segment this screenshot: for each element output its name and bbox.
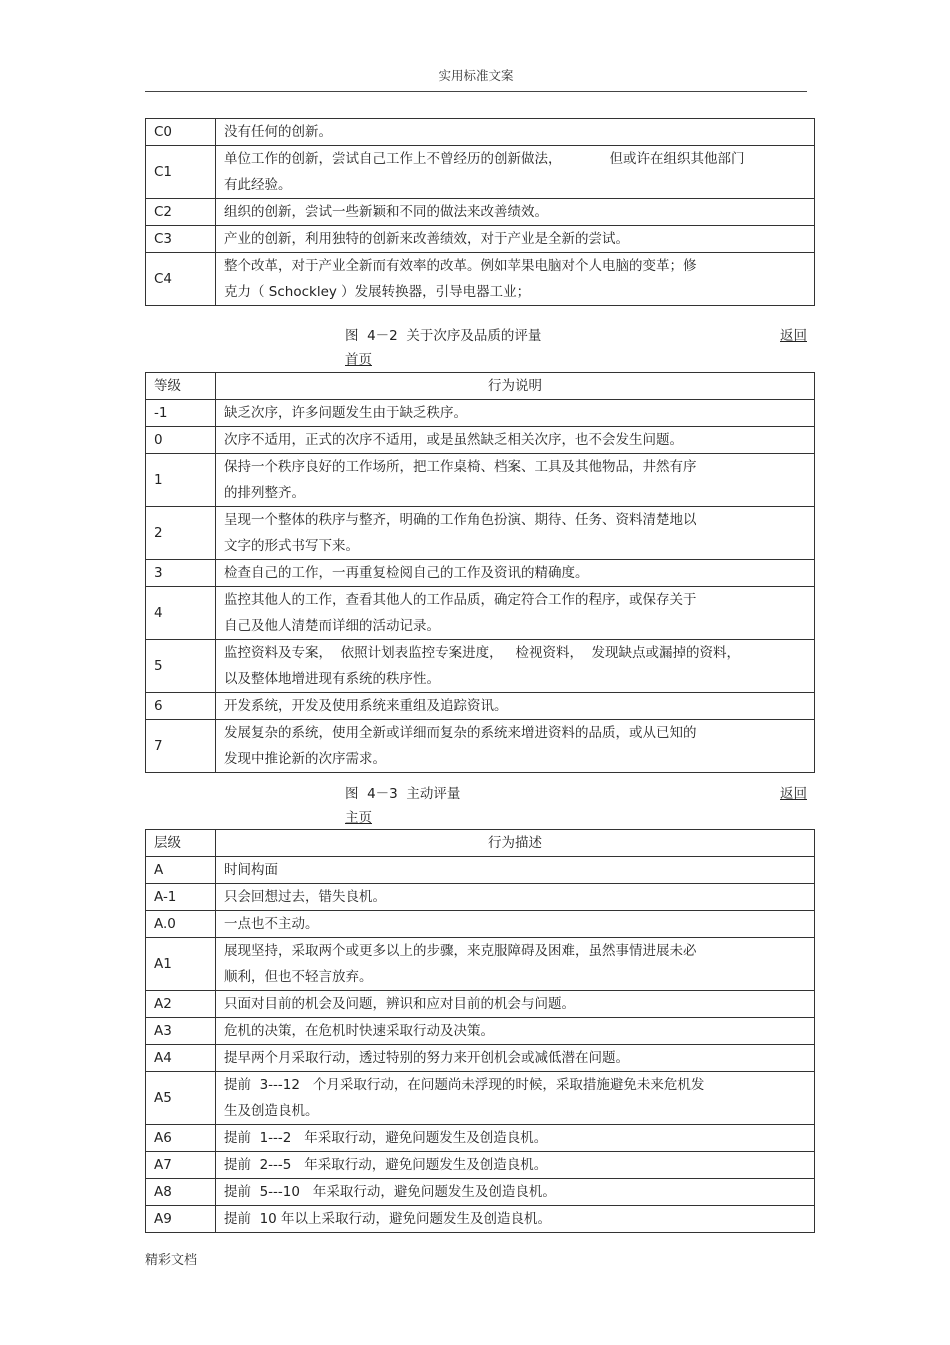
description-line: 缺乏次序，许多问题发生由于缺乏秩序。 bbox=[224, 405, 467, 421]
row-code: A5 bbox=[146, 1072, 216, 1125]
description-line: 只面对目前的机会及问题，辨识和应对目前的机会与问题。 bbox=[224, 996, 575, 1012]
description-line: 一点也不主动。 bbox=[224, 916, 319, 932]
description-line: 提前 5---10 年采取行动，避免问题发生及创造良机。 bbox=[224, 1184, 556, 1200]
table-row bbox=[146, 1206, 815, 1233]
row-code: A6 bbox=[146, 1125, 216, 1152]
description-line: 整个改革，对于产业全新而有效率的改革。例如苹果电脑对个人电脑的变革；修 bbox=[224, 258, 697, 274]
row-code: A3 bbox=[146, 1018, 216, 1045]
table-header-row bbox=[146, 373, 815, 400]
table-row bbox=[146, 911, 815, 938]
description-line: 以及整体地增进现有系统的秩序性。 bbox=[224, 671, 440, 687]
row-description bbox=[216, 119, 815, 146]
row-code: A7 bbox=[146, 1152, 216, 1179]
row-description bbox=[216, 1018, 815, 1045]
header-level: 等级 bbox=[146, 373, 216, 400]
table-row bbox=[146, 119, 815, 146]
table-row bbox=[146, 1179, 815, 1206]
table-row bbox=[146, 1072, 815, 1125]
row-code: C3 bbox=[146, 226, 216, 253]
description-line: 次序不适用，正式的次序不适用，或是虽然缺乏相关次序，也不会发生问题。 bbox=[224, 432, 683, 448]
description-line: 提前 1---2 年采取行动，避免问题发生及创造良机。 bbox=[224, 1130, 548, 1146]
description-line: 只会回想过去，错失良机。 bbox=[224, 889, 386, 905]
header-divider bbox=[145, 91, 807, 92]
table-row bbox=[146, 884, 815, 911]
row-code: 6 bbox=[146, 693, 216, 720]
back-link[interactable]: 返回 bbox=[780, 786, 807, 802]
row-code: A9 bbox=[146, 1206, 216, 1233]
row-description bbox=[216, 1152, 815, 1179]
row-code: C1 bbox=[146, 146, 216, 199]
row-description bbox=[216, 253, 815, 306]
description-line: 呈现一个整体的秩序与整齐，明确的工作角色扮演、期待、任务、资料清楚地以 bbox=[224, 512, 697, 528]
description-line: 有此经验。 bbox=[224, 177, 292, 193]
row-description bbox=[216, 454, 815, 507]
table-row bbox=[146, 507, 815, 560]
row-code: A1 bbox=[146, 938, 216, 991]
row-code: A4 bbox=[146, 1045, 216, 1072]
row-description bbox=[216, 226, 815, 253]
page-header: 实用标准文案 bbox=[438, 68, 514, 83]
row-description bbox=[216, 1179, 815, 1206]
page-footer: 精彩文档 bbox=[145, 1253, 198, 1268]
row-code: 3 bbox=[146, 560, 216, 587]
row-description bbox=[216, 1206, 815, 1233]
description-segment: 单位工作的创新，尝试自己工作上不曾经历的创新做法， bbox=[224, 151, 562, 167]
description-line: 自己及他人清楚而详细的活动记录。 bbox=[224, 618, 440, 634]
header-description: 行为描述 bbox=[216, 830, 815, 857]
table-row bbox=[146, 400, 815, 427]
table-row bbox=[146, 454, 815, 507]
table-row bbox=[146, 199, 815, 226]
description-line: 开发系统，开发及使用系统来重组及追踪资讯。 bbox=[224, 698, 508, 714]
row-description bbox=[216, 911, 815, 938]
row-code: A-1 bbox=[146, 884, 216, 911]
description-line: 时间构面 bbox=[224, 862, 278, 878]
row-description bbox=[216, 587, 815, 640]
description-segment: 但或许在组织其他部门 bbox=[609, 151, 745, 167]
description-line: 保持一个秩序良好的工作场所，把工作桌椅、档案、工具及其他物品，井然有序 bbox=[224, 459, 697, 475]
row-code: A.0 bbox=[146, 911, 216, 938]
table-row bbox=[146, 427, 815, 454]
row-code: 4 bbox=[146, 587, 216, 640]
row-code: 2 bbox=[146, 507, 216, 560]
table-row bbox=[146, 1045, 815, 1072]
description-line: 顺利，但也不轻言放弃。 bbox=[224, 969, 373, 985]
description-line: 监控资料及专案， 依照计划表监控专案进度， 检视资料， 发现缺点或漏掉的资料， bbox=[224, 645, 741, 661]
description-line: 克力（ Schockley ）发展转换器，引导电器工业； bbox=[224, 284, 531, 300]
description-line: 提前 2---5 年采取行动，避免问题发生及创造良机。 bbox=[224, 1157, 548, 1173]
header-description: 行为说明 bbox=[216, 373, 815, 400]
description-line: 检查自己的工作，一再重复检阅自己的工作及资讯的精确度。 bbox=[224, 565, 589, 581]
description-line: 监控其他人的工作，查看其他人的工作品质，确定符合工作的程序，或保存关于 bbox=[224, 592, 697, 608]
table-row bbox=[146, 587, 815, 640]
row-description bbox=[216, 427, 815, 454]
innovation-table bbox=[145, 118, 815, 306]
row-description bbox=[216, 507, 815, 560]
home-link[interactable]: 主页 bbox=[345, 810, 372, 826]
caption-text: 图 4－3 主动评量 bbox=[345, 786, 461, 802]
row-code: A8 bbox=[146, 1179, 216, 1206]
table-row bbox=[146, 1152, 815, 1179]
row-description bbox=[216, 640, 815, 693]
row-code: 5 bbox=[146, 640, 216, 693]
row-description bbox=[216, 560, 815, 587]
caption-text: 图 4－2 关于次序及品质的评量 bbox=[345, 328, 542, 344]
row-description bbox=[216, 693, 815, 720]
row-description bbox=[216, 720, 815, 773]
description-line: 提早两个月采取行动，透过特别的努力来开创机会或减低潜在问题。 bbox=[224, 1050, 629, 1066]
table-row bbox=[146, 560, 815, 587]
description-line: 提前 10 年以上采取行动，避免问题发生及创造良机。 bbox=[224, 1211, 552, 1227]
table-header-row bbox=[146, 830, 815, 857]
table-row bbox=[146, 1018, 815, 1045]
description-line: 产业的创新，利用独特的创新来改善绩效，对于产业是全新的尝试。 bbox=[224, 231, 629, 247]
row-description bbox=[216, 991, 815, 1018]
row-code: A2 bbox=[146, 991, 216, 1018]
table-row bbox=[146, 226, 815, 253]
table-row bbox=[146, 991, 815, 1018]
row-code: 0 bbox=[146, 427, 216, 454]
description-line: 发展复杂的系统，使用全新或详细而复杂的系统来增进资料的品质，或从已知的 bbox=[224, 725, 697, 741]
table-row bbox=[146, 720, 815, 773]
description-line: 没有任何的创新。 bbox=[224, 124, 332, 140]
description-line bbox=[224, 146, 806, 172]
table-row bbox=[146, 253, 815, 306]
header-level: 层级 bbox=[146, 830, 216, 857]
row-code: -1 bbox=[146, 400, 216, 427]
table-row bbox=[146, 693, 815, 720]
description-line: 发现中推论新的次序需求。 bbox=[224, 751, 386, 767]
initiative-table bbox=[145, 829, 815, 1233]
table-row bbox=[146, 857, 815, 884]
row-description bbox=[216, 1072, 815, 1125]
home-link[interactable]: 首页 bbox=[345, 352, 372, 368]
row-code: 7 bbox=[146, 720, 216, 773]
order-quality-table bbox=[145, 372, 815, 773]
row-code: C0 bbox=[146, 119, 216, 146]
row-description bbox=[216, 146, 815, 199]
description-line: 危机的决策，在危机时快速采取行动及决策。 bbox=[224, 1023, 494, 1039]
description-line: 组织的创新，尝试一些新颖和不同的做法来改善绩效。 bbox=[224, 204, 548, 220]
row-description bbox=[216, 400, 815, 427]
description-line: 展现坚持，采取两个或更多以上的步骤，来克服障碍及困难，虽然事情进展未必 bbox=[224, 943, 697, 959]
row-description bbox=[216, 1125, 815, 1152]
row-description bbox=[216, 857, 815, 884]
row-code: 1 bbox=[146, 454, 216, 507]
row-description bbox=[216, 884, 815, 911]
row-description bbox=[216, 938, 815, 991]
row-code: A bbox=[146, 857, 216, 884]
row-description bbox=[216, 199, 815, 226]
table-row bbox=[146, 1125, 815, 1152]
back-link[interactable]: 返回 bbox=[780, 328, 807, 344]
table-row bbox=[146, 146, 815, 199]
description-line: 的排列整齐。 bbox=[224, 485, 305, 501]
table-row bbox=[146, 640, 815, 693]
row-code: C4 bbox=[146, 253, 216, 306]
row-code: C2 bbox=[146, 199, 216, 226]
description-line: 提前 3---12 个月采取行动，在问题尚未浮现的时候，采取措施避免未来危机发 bbox=[224, 1077, 705, 1093]
table-row bbox=[146, 938, 815, 991]
row-description bbox=[216, 1045, 815, 1072]
description-line: 生及创造良机。 bbox=[224, 1103, 319, 1119]
description-line: 文字的形式书写下来。 bbox=[224, 538, 359, 554]
